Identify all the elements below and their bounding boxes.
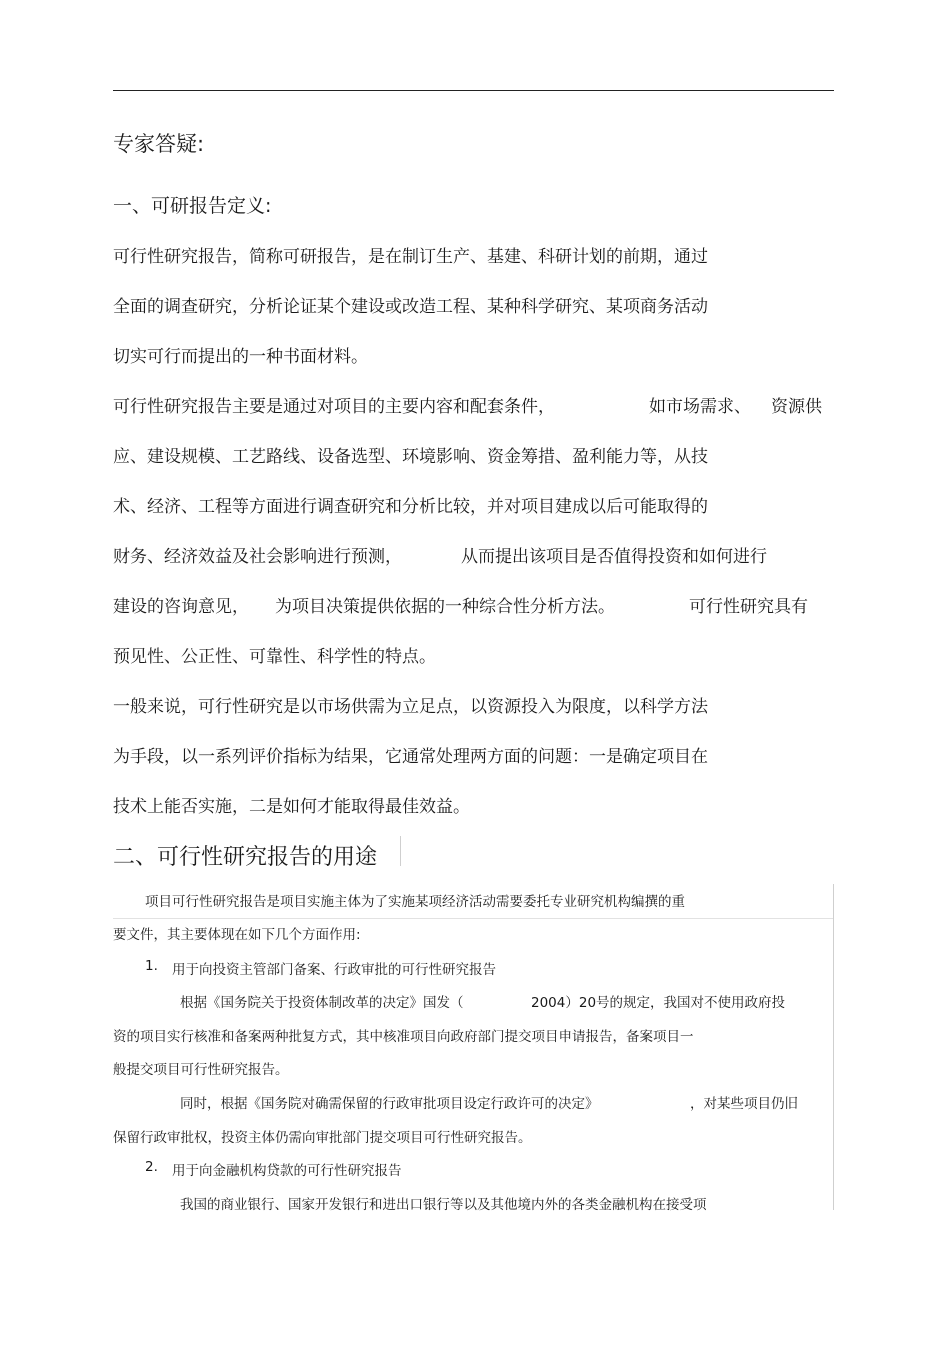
- paragraph-line: 切实可行而提出的一种书面材料。: [113, 347, 368, 367]
- intro-line: 项目可行性研究报告是项目实施主体为了实施某项经济活动需要委托专业研究机构编撰的重: [145, 894, 685, 910]
- paragraph-line: 我国的商业银行、国家开发银行和进出口银行等以及其他境内外的各类金融机构在接受项: [180, 1197, 707, 1213]
- paragraph-line: 预见性、公正性、可靠性、科学性的特点。: [113, 647, 436, 667]
- paragraph-line: 术、经济、工程等方面进行调查研究和分析比较，并对项目建成以后可能取得的: [113, 497, 708, 517]
- paragraph-line: 般提交项目可行性研究报告。: [113, 1062, 289, 1078]
- section1-title: 一、可研报告定义:: [113, 195, 272, 217]
- text-box-border: [833, 884, 834, 1210]
- text-box-divider: [113, 918, 833, 919]
- top-rule: [113, 90, 834, 91]
- paragraph-line: 可行性研究报告，简称可研报告，是在制订生产、基建、科研计划的前期，通过: [113, 247, 708, 267]
- list-number: 1.: [145, 958, 158, 974]
- paragraph-line: 从而提出该项目是否值得投资和如何进行: [461, 547, 767, 567]
- paragraph-line: 资源供: [771, 397, 822, 417]
- paragraph-line: 为项目决策提供依据的一种综合性分析方法。: [275, 597, 615, 617]
- paragraph-line: 财务、经济效益及社会影响进行预测，: [113, 547, 402, 567]
- list-number: 2.: [145, 1159, 158, 1175]
- list-item-title: 用于向金融机构贷款的可行性研究报告: [172, 1163, 402, 1179]
- paragraph-line: 技术上能否实施，二是如何才能取得最佳效益。: [113, 797, 470, 817]
- paragraph-line: 全面的调查研究，分析论证某个建设或改造工程、某种科学研究、某项商务活动: [113, 297, 708, 317]
- title-box-border: [400, 836, 401, 866]
- paragraph-line: 为手段，以一系列评价指标为结果，它通常处理两方面的问题：一是确定项目在: [113, 747, 708, 767]
- paragraph-line: 保留行政审批权，投资主体仍需向审批部门提交项目可行性研究报告。: [113, 1130, 532, 1146]
- paragraph-line: 应、建设规模、工艺路线、设备选型、环境影响、资金筹措、盈利能力等，从技: [113, 447, 708, 467]
- main-heading: 专家答疑:: [113, 132, 205, 156]
- list-item-title: 用于向投资主管部门备案、行政审批的可行性研究报告: [172, 962, 496, 978]
- paragraph-line: 可行性研究具有: [689, 597, 808, 617]
- paragraph-line: 建设的咨询意见，: [113, 597, 249, 617]
- paragraph-line: 根据《国务院关于投资体制改革的决定》国发（: [180, 995, 464, 1011]
- paragraph-line: 如市场需求、: [649, 397, 751, 417]
- paragraph-line: 2004）20号的规定，我国对不使用政府投: [531, 995, 786, 1011]
- paragraph-line: 可行性研究报告主要是通过对项目的主要内容和配套条件，: [113, 397, 555, 417]
- section2-title: 二、可行性研究报告的用途: [113, 845, 378, 870]
- intro-line: 要文件，其主要体现在如下几个方面作用:: [113, 927, 361, 943]
- paragraph-line: 一般来说，可行性研究是以市场供需为立足点，以资源投入为限度，以科学方法: [113, 697, 708, 717]
- paragraph-line: 同时，根据《国务院对确需保留的行政审批项目设定行政许可的决定》: [180, 1096, 599, 1112]
- paragraph-line: ，对某些项目仍旧: [690, 1096, 798, 1112]
- paragraph-line: 资的项目实行核准和备案两种批复方式，其中核准项目向政府部门提交项目申请报告，备案项目一: [113, 1029, 694, 1045]
